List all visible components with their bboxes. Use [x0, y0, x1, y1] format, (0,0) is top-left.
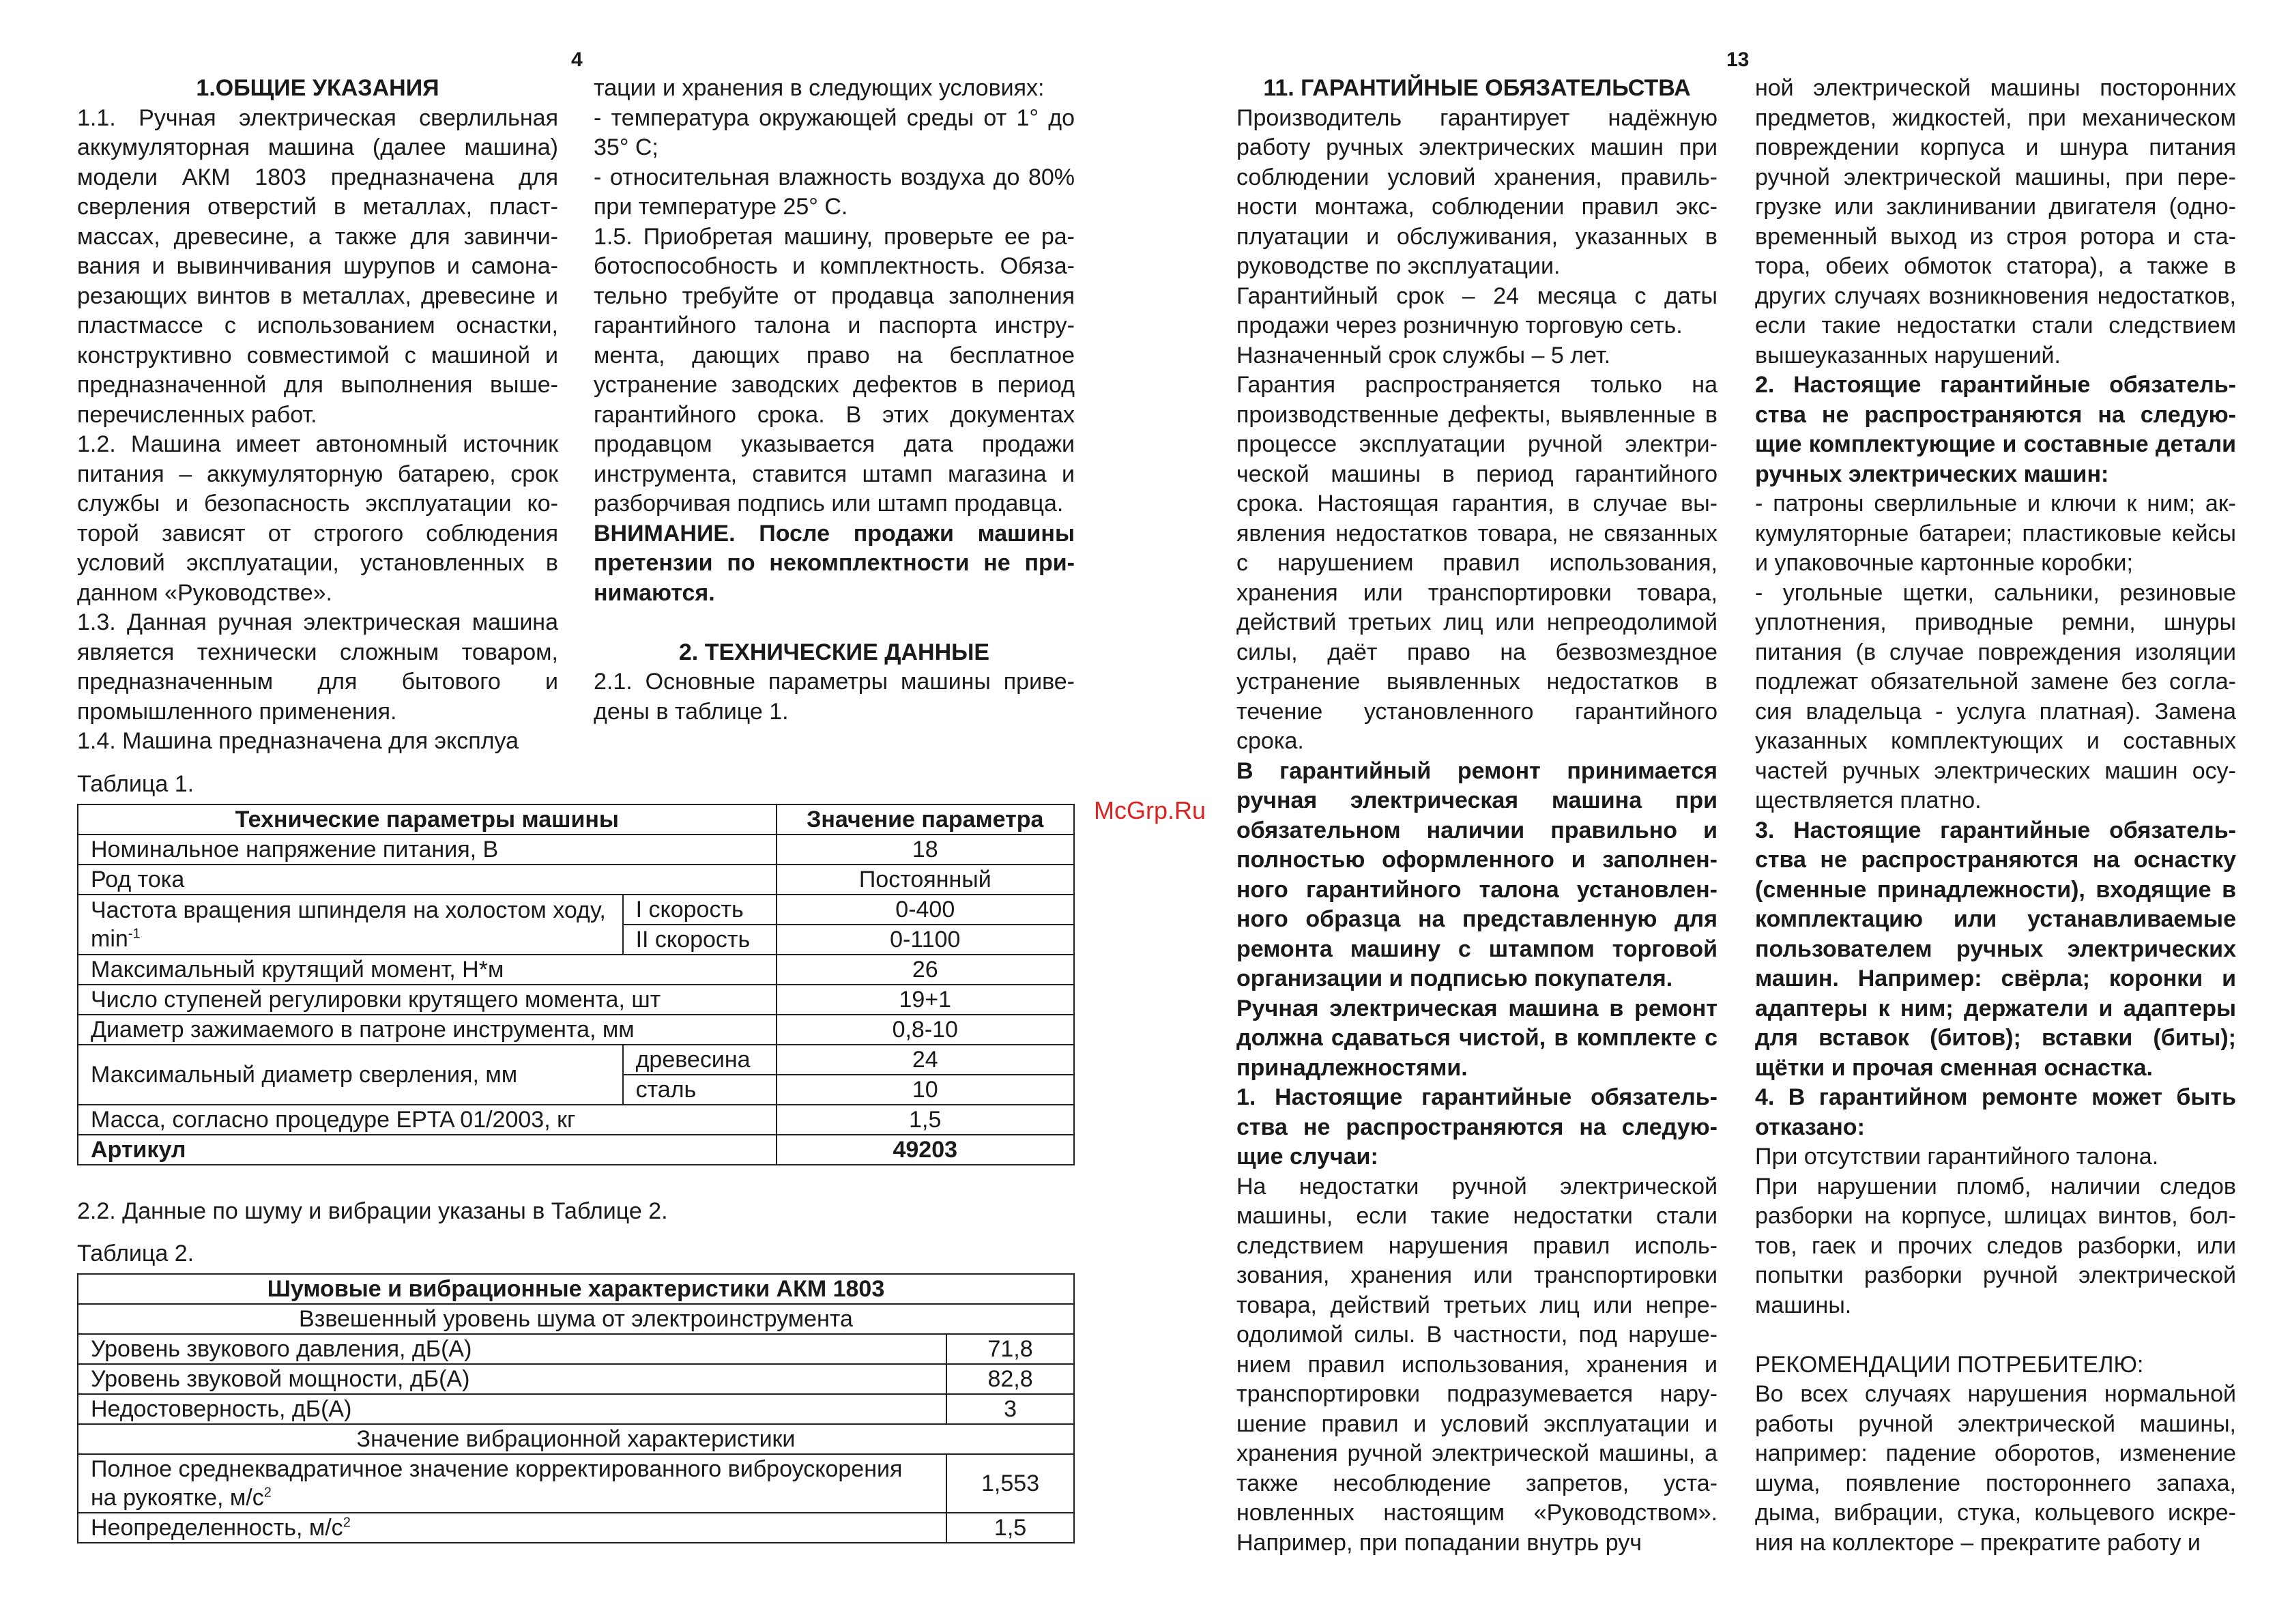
section-label: Значение вибрационной характеристики	[78, 1424, 1074, 1454]
paragraph: Гарантийный срок – 24 месяца с даты продажи через розничную торговую сеть.	[1236, 282, 1718, 338]
paragraph: Назначенный срок службы – 5 лет.	[1236, 342, 1611, 368]
table-header-row	[78, 804, 1074, 835]
table-row	[78, 1015, 1074, 1045]
section-row	[78, 1424, 1074, 1454]
table-row	[78, 895, 1074, 925]
row-value: 0-1100	[777, 925, 1074, 955]
row-value: 1,5	[777, 1105, 1074, 1135]
paragraph: При нарушении пломб, наличии следов разборки на корпусе, шлицах винтов, болтов, гаек и прочих следов разборки, или попытки разборки ручной электрической машины.	[1755, 1173, 2236, 1318]
table-row	[78, 1045, 1074, 1075]
row-value: 26	[777, 955, 1074, 985]
superscript: 2	[343, 1515, 351, 1531]
row-label: Число ступеней регулировки крутящего момента, шт	[78, 985, 777, 1015]
paragraph: 4. В гарантийном ремонте может быть отказано:	[1755, 1084, 2236, 1140]
table-header-cell: Технические параметры машины	[78, 804, 777, 835]
row-label	[78, 895, 623, 955]
paragraph: В гарантийный ремонт принимается ручная электрическая машина при обязательном наличии правильно и полностью оформленного и заполненного гарантийного талона установленного образца на представленную для ремонта машину с штампом торговой организации и подписью покупателя.	[1236, 757, 1718, 991]
text-column-2	[594, 74, 1075, 727]
row-value: 1,5	[946, 1513, 1074, 1543]
row-label	[78, 1364, 946, 1394]
table-title-row	[78, 1274, 1074, 1304]
row-label: Род тока	[78, 865, 777, 895]
section-label: Взвешенный уровень шума от электроинструмента	[78, 1304, 1074, 1334]
sub-label: сталь	[623, 1075, 777, 1105]
paragraph: - относительная влажность воздуха до 80% при температуре 25° С.	[594, 164, 1075, 220]
sub-label: II скорость	[623, 925, 777, 955]
table-row	[78, 1394, 1074, 1424]
row-value: 3	[946, 1394, 1074, 1424]
section-heading: 1.ОБЩИЕ УКАЗАНИЯ	[196, 75, 439, 101]
row-value: Постоянный	[777, 865, 1074, 895]
paragraph: 1.5. Приобретая машину, проверьте ее работоспособность и комплектность. Обязательно требуйте от продавца заполнения гарантийного талона и паспорта инструмента, дающих право на бесплатное устранение заводских дефектов в период гарантийного срока. В этих документах продавцом указывается дата продажи инструмента, ставится штамп магазина и разборчивая подпись или штамп продавца.	[594, 223, 1075, 517]
paragraph: - температура окружающей среды от 1° до 35° С;	[594, 104, 1075, 160]
note-2-2: 2.2. Данные по шуму и вибрации указаны в Таблице 2.	[77, 1198, 668, 1224]
row-value: 24	[777, 1045, 1074, 1075]
paragraph: - угольные щетки, сальники, резиновые уплотнения, приводные ремни, шнуры питания (в случае повреждения изоляции подлежат обязательной замене без согласия владельца - услуга платная). Замена указанных комплектующих и составных частей ручных электрических машин осуществляется платно.	[1755, 579, 2236, 813]
table-title: Шумовые и вибрационные характеристики АКМ 1803	[78, 1274, 1074, 1304]
paragraph: РЕКОМЕНДАЦИИ ПОТРЕБИТЕЛЮ:	[1755, 1351, 2144, 1378]
row-value: 0-400	[777, 895, 1074, 925]
section-heading: 2. ТЕХНИЧЕСКИЕ ДАННЫЕ	[678, 639, 990, 665]
technical-parameters-table	[77, 804, 1075, 1165]
paragraph: 1. Настоящие гарантийные обязательства не распространяются на следующие случаи:	[1236, 1084, 1718, 1170]
row-value: 19+1	[777, 985, 1074, 1015]
paragraph: При отсутствии гарантийного талона.	[1755, 1144, 2159, 1170]
row-label-text: Частота вращения шпинделя на холостом ходу, min	[91, 897, 606, 952]
text-column-3	[1236, 74, 1718, 1558]
table-row	[78, 1105, 1074, 1135]
paragraph: 1.1. Ручная электрическая сверлильная аккумуляторная машина (далее машина) модели АКМ 1803 предназначена для сверления отверстий в металлах, пластмассах, древесине, а также для завинчивания и вывинчивания шурупов и самонарезающих винтов в металлах, древесине и пластмассе с использованием оснастки, конструктивно совместимой с машиной и предназначенной для выполнения вышеперечисленных работ.	[77, 104, 558, 428]
row-value: 1,553	[946, 1454, 1074, 1513]
row-label-text: Неопределенность, м/с	[91, 1515, 343, 1541]
section-heading: 11. ГАРАНТИЙНЫЕ ОБЯЗАТЕЛЬСТВА	[1263, 75, 1691, 101]
superscript: 2	[263, 1485, 272, 1500]
paragraph: - патроны сверлильные и ключи к ним; аккумуляторные батареи; пластиковые кейсы и упаковочные картонные коробки;	[1755, 491, 2236, 576]
table-row	[78, 1135, 1074, 1165]
spacer	[594, 608, 1075, 638]
row-label	[78, 1334, 946, 1364]
text-column-1	[77, 74, 558, 757]
paragraph: Гарантия распространяется только на производственные дефекты, выявленные в процессе эксплуатации ручной электрической машины в период гарантийного срока. Настоящая гарантия, в случае выявления недостатков товара, не связанных с нарушением правил использования, хранения или транспортировки товара, действий третьих лиц или непреодолимой силы, даёт право на безвозмездное устранение выявленных недостатков в течение установленного гарантийного срока.	[1236, 372, 1718, 754]
table-row	[78, 1364, 1074, 1394]
row-label-text: Уровень звукового давления, дБ(А)	[91, 1336, 472, 1362]
row-label	[78, 1394, 946, 1424]
sub-label: I скорость	[623, 895, 777, 925]
row-label: Номинальное напряжение питания, В	[78, 835, 777, 865]
row-label	[78, 1454, 946, 1513]
row-label-text: Уровень звуковой мощности, дБ(А)	[91, 1366, 470, 1392]
paragraph: Во всех случаях нарушения нормальной работы ручной электрической машины, например: падение оборотов, изменение шума, появление постороннего запаха, дыма, вибрации, стука, кольцевого искрения на коллекторе – прекратите работу и	[1755, 1381, 2236, 1556]
superscript: -1	[128, 926, 141, 942]
table-row	[78, 835, 1074, 865]
row-label: Диаметр зажимаемого в патроне инструмента, мм	[78, 1015, 777, 1045]
table-row	[78, 1454, 1074, 1513]
paragraph: ВНИМАНИЕ. После продажи машины претензии по некомплектности не принимаются.	[594, 520, 1075, 606]
sub-label: древесина	[623, 1045, 777, 1075]
table1-caption: Таблица 1.	[77, 771, 194, 797]
table2-caption: Таблица 2.	[77, 1241, 194, 1266]
paragraph: На недостатки ручной электрической машины, если такие недостатки стали следствием нарушения правил использования, хранения или транспортировки товара, действий третьих лиц или непреодолимой силы. В частности, под нарушением правил использования, хранения и транспортировки подразумевается нарушение правил и условий эксплуатации и хранения ручной электрической машины, а также несоблюдение запретов, установленных настоящим «Руководством». Например, при попадании внутрь руч	[1236, 1173, 1718, 1556]
row-label: Артикул	[78, 1135, 777, 1165]
section-row	[78, 1304, 1074, 1334]
paragraph: 2. Настоящие гарантийные обязательства не распространяются на следующие комплектующие и составные детали ручных электрических машин:	[1755, 372, 2236, 487]
table-row	[78, 865, 1074, 895]
page-number-right: 13	[1726, 48, 1750, 71]
paragraph: Ручная электрическая машина в ремонт должна сдаваться чистой, в комплекте с принадлежностями.	[1236, 995, 1718, 1081]
row-label-text: Недостоверность, дБ(А)	[91, 1396, 352, 1422]
paragraph: 1.4. Машина предназначена для эксплуа	[77, 728, 519, 754]
watermark: McGrp.Ru	[1094, 796, 1206, 824]
page-number-left: 4	[571, 48, 583, 71]
paragraph: 2.1. Основные параметры машины приведены в таблице 1.	[594, 669, 1075, 725]
row-label: Максимальный крутящий момент, Н*м	[78, 955, 777, 985]
row-value: 10	[777, 1075, 1074, 1105]
table-row	[78, 1513, 1074, 1543]
row-value: 82,8	[946, 1364, 1074, 1394]
paragraph: тации и хранения в следующих условиях:	[594, 75, 1045, 101]
table-row	[78, 1334, 1074, 1364]
table-row	[78, 985, 1074, 1015]
spacer	[1755, 1320, 2236, 1350]
table-row	[78, 955, 1074, 985]
row-label-text: Полное среднеквадратичное значение корректированного виброускорения на рукоятке, м/с	[91, 1456, 903, 1511]
row-value: 71,8	[946, 1334, 1074, 1364]
row-value: 49203	[777, 1135, 1074, 1165]
row-label: Масса, согласно процедуре EPTA 01/2003, кг	[78, 1105, 777, 1135]
paragraph: 3. Настоящие гарантийные обязательства не распространяются на оснастку (сменные принадлежности), входящие в комплектацию или устанавливаемые пользователем ручных электрических машин. Например: свёрла; коронки и адаптеры к ним; держатели и адаптеры для вставок (битов); вставки (биты); щётки и прочая сменная оснастка.	[1755, 817, 2236, 1081]
text-column-4	[1755, 74, 2236, 1558]
noise-vibration-table	[77, 1273, 1075, 1543]
row-label	[78, 1045, 623, 1105]
row-value: 18	[777, 835, 1074, 865]
row-label	[78, 1513, 946, 1543]
paragraph: ной электрической машины посторонних предметов, жидкостей, при механическом повреждении корпуса и шнура питания ручной электрической машины, при перегрузке или заклинивании двигателя (одновременный выход из строя ротора и статора, обеих обмоток статора), а также в других случаях возникновения недостатков, если такие недостатки стали следствием вышеуказанных нарушений.	[1755, 75, 2236, 368]
paragraph: Производитель гарантирует надёжную работу ручных электрических машин при соблюдении условий хранения, правильности монтажа, соблюдении правил эксплуатации и обслуживания, указанных в руководстве по эксплуатации.	[1236, 104, 1718, 279]
table-header-cell: Значение параметра	[777, 804, 1074, 835]
paragraph: 1.2. Машина имеет автономный источник питания – аккумуляторную батарею, срок службы и безопасность эксплуатации которой зависят от строгого соблюдения условий эксплуатации, установленных в данном «Руководстве».	[77, 431, 558, 606]
paragraph: 1.3. Данная ручная электрическая машина является технически сложным товаром, предназначенным для бытового и промышленного применения.	[77, 609, 558, 725]
row-value: 0,8-10	[777, 1015, 1074, 1045]
row-label-text: Максимальный диаметр сверления, мм	[91, 1062, 518, 1088]
